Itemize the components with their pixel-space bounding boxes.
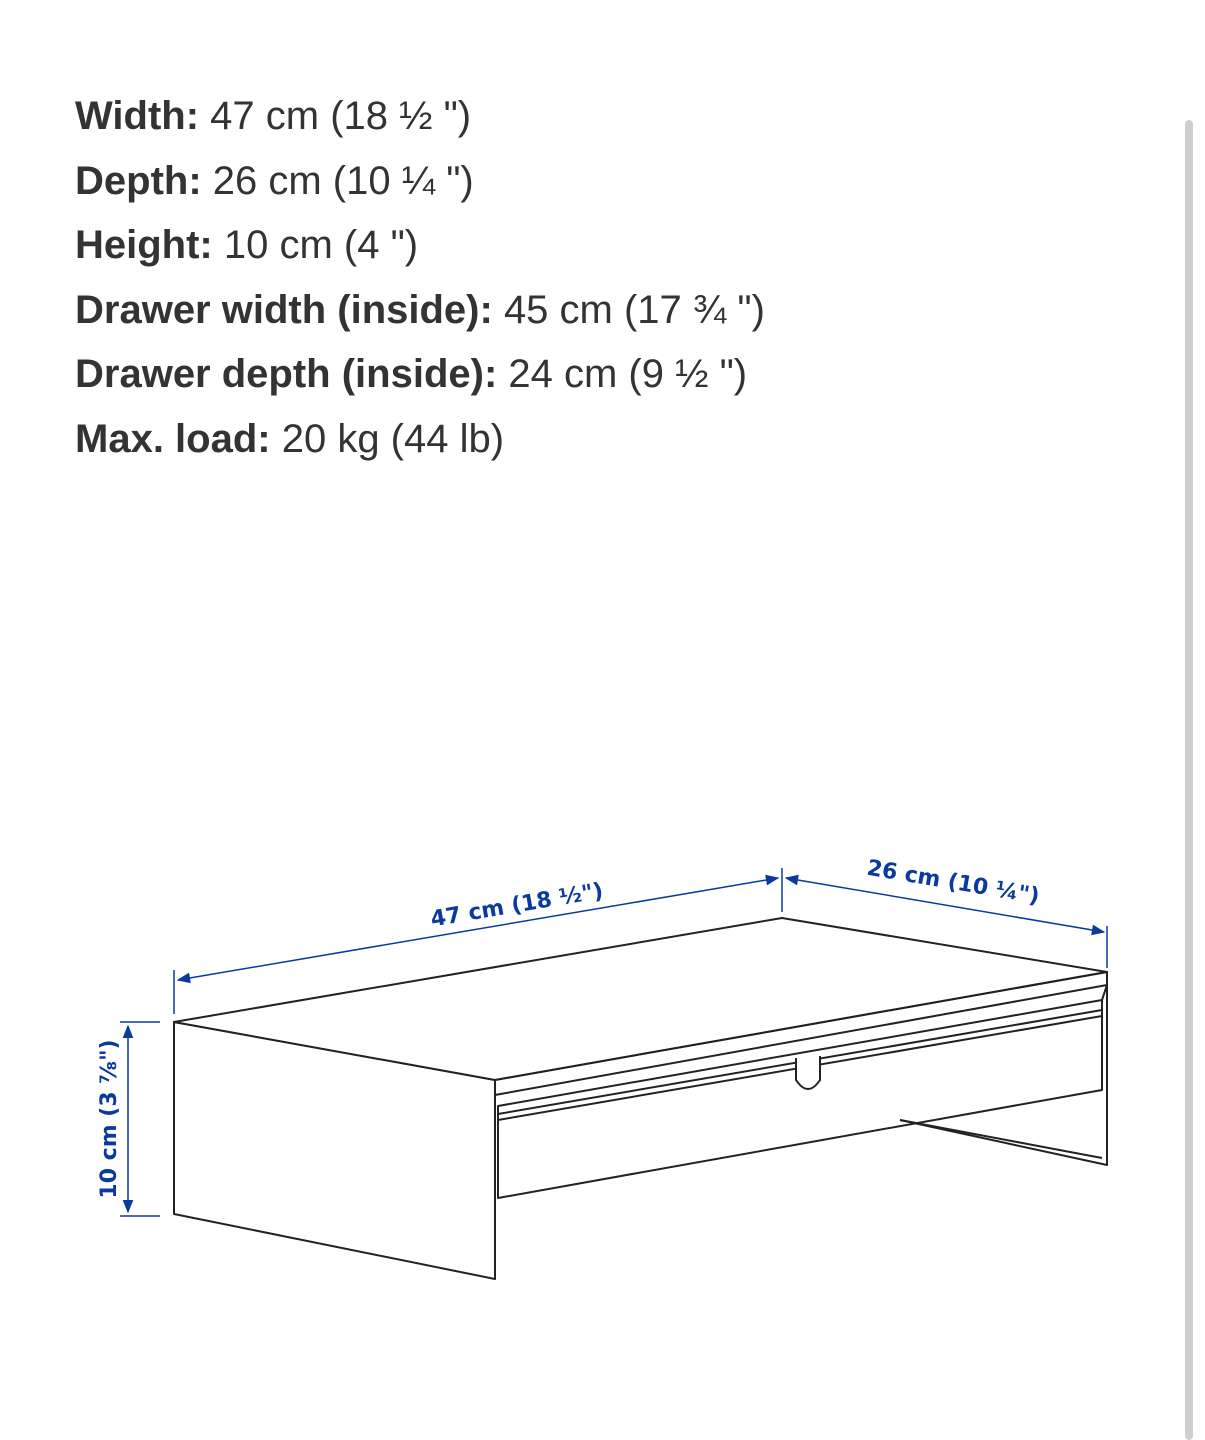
vertical-scrollbar[interactable] [1185,120,1193,1440]
spec-label: Height: [75,223,213,267]
depth-dimension-label: 26 cm (10 ¼") [864,855,1042,910]
monitor-stand-drawing [174,918,1107,1279]
spec-value: 20 kg (44 lb) [281,416,505,461]
spec-label: Depth: [75,158,202,203]
height-dimension [97,1022,160,1216]
spec-label: Max. load: [75,416,271,461]
spec-value: 24 cm (9 ½ ") [508,352,748,396]
spec-value: 10 cm (4 ") [223,223,419,267]
spec-label: Width: [75,94,200,138]
spec-value: 26 cm (10 ¼ ") [212,158,474,203]
height-dimension-label: 10 cm (3 ⅞") [97,1039,122,1199]
spec-value: 47 cm (18 ½ ") [210,94,472,138]
width-dimension-label: 47 cm (18 ½") [428,878,606,933]
spec-label: Drawer width (inside): [75,287,493,332]
spec-value: 45 cm (17 ¾ ") [503,287,765,332]
spec-label: Drawer depth (inside): [75,352,498,396]
